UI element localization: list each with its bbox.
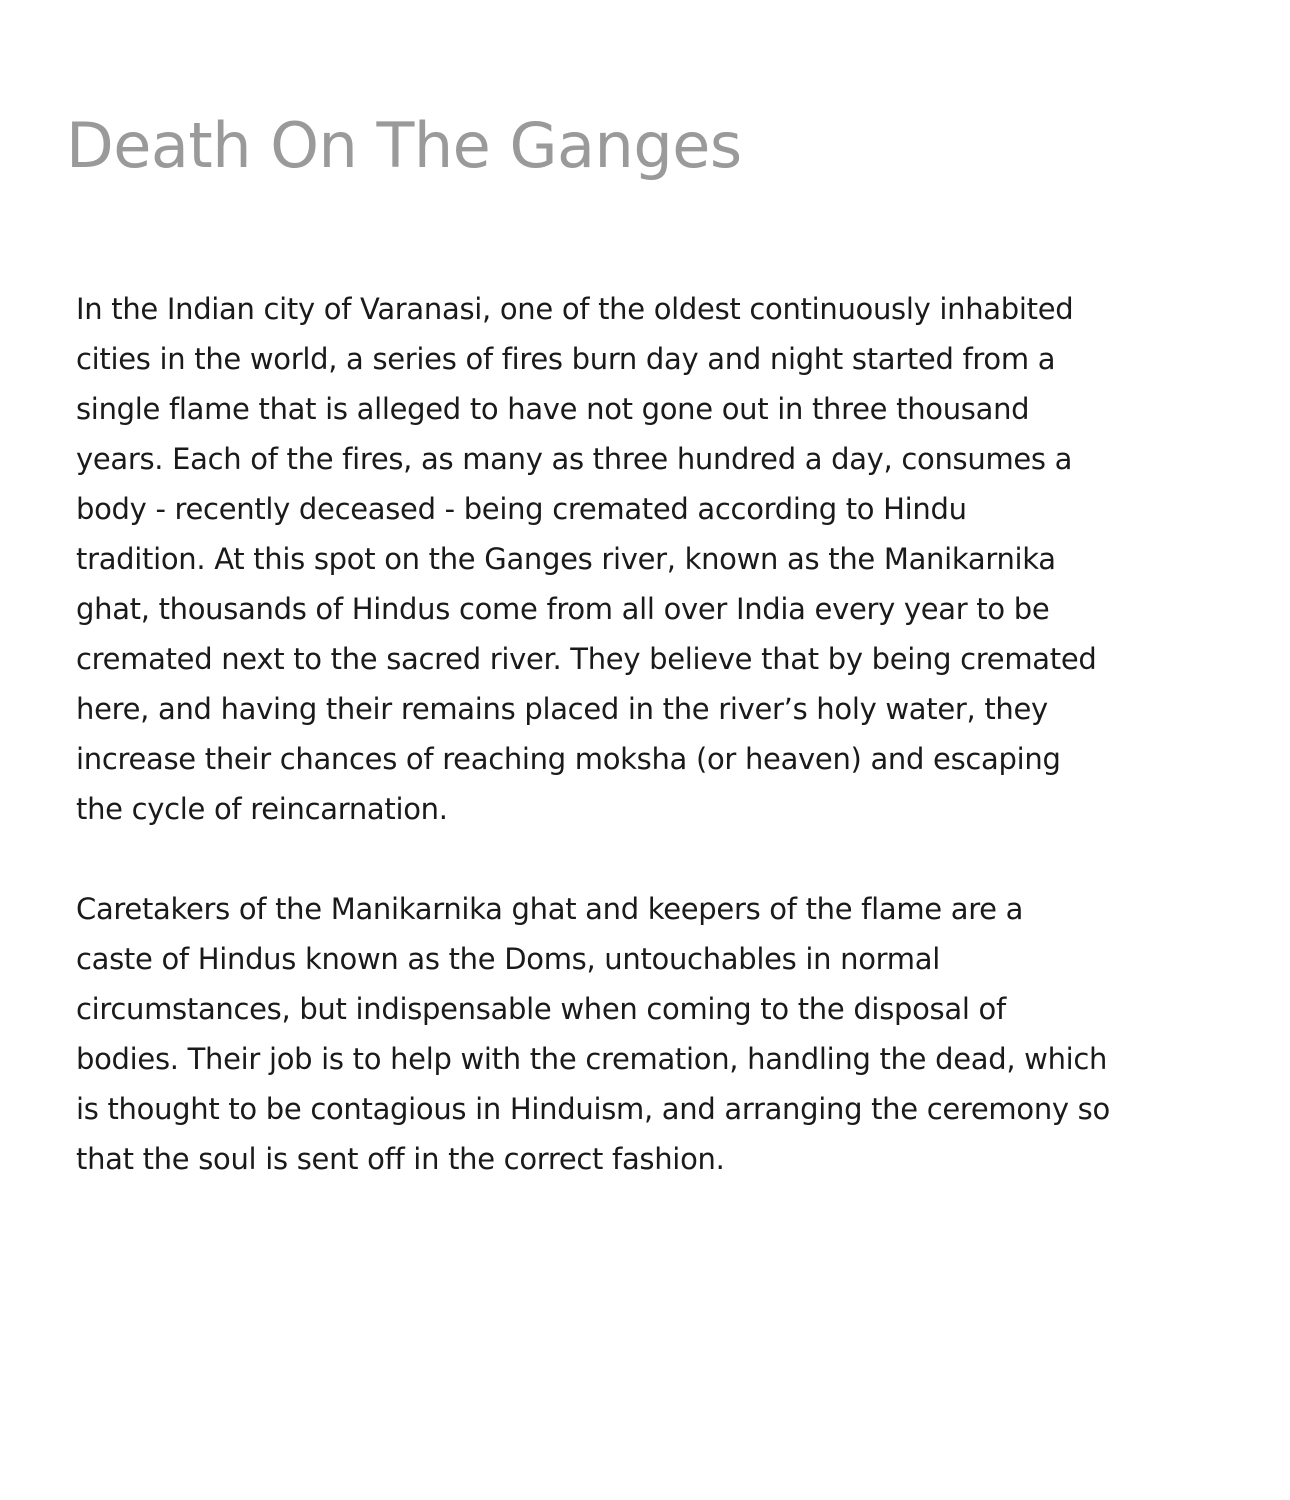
text-line: tradition. At this spot on the Ganges river, known as the Manikarnika bbox=[76, 542, 1056, 576]
text-line: body - recently deceased - being cremated according to Hindu bbox=[76, 492, 967, 526]
paragraph-1 bbox=[76, 284, 1216, 834]
text-line: ghat, thousands of Hindus come from all over India every year to be bbox=[76, 592, 1050, 626]
page-title: Death On The Ganges bbox=[66, 109, 742, 182]
text-line: the cycle of reincarnation. bbox=[76, 792, 448, 826]
text-line: caste of Hindus known as the Doms, untouchables in normal bbox=[76, 942, 940, 976]
text-line: single flame that is alleged to have not gone out in three thousand bbox=[76, 392, 1030, 426]
text-line: that the soul is sent off in the correct fashion. bbox=[76, 1142, 725, 1176]
text-line: In the Indian city of Varanasi, one of the oldest continuously inhabited bbox=[76, 292, 1074, 326]
text-line: Caretakers of the Manikarnika ghat and keepers of the flame are a bbox=[76, 892, 1024, 926]
paragraph-2 bbox=[76, 884, 1216, 1184]
text-line: bodies. Their job is to help with the cremation, handling the dead, which bbox=[76, 1042, 1108, 1076]
text-line: here, and having their remains placed in the river’s holy water, they bbox=[76, 692, 1048, 726]
text-line: circumstances, but indispensable when coming to the disposal of bbox=[76, 992, 1006, 1026]
article-body bbox=[76, 284, 1216, 1184]
text-line: cities in the world, a series of fires burn day and night started from a bbox=[76, 342, 1056, 376]
text-line: cremated next to the sacred river. They believe that by being cremated bbox=[76, 642, 1097, 676]
text-line: is thought to be contagious in Hinduism, and arranging the ceremony so bbox=[76, 1092, 1110, 1126]
text-line: increase their chances of reaching moksha (or heaven) and escaping bbox=[76, 742, 1061, 776]
text-line: years. Each of the fires, as many as three hundred a day, consumes a bbox=[76, 442, 1073, 476]
